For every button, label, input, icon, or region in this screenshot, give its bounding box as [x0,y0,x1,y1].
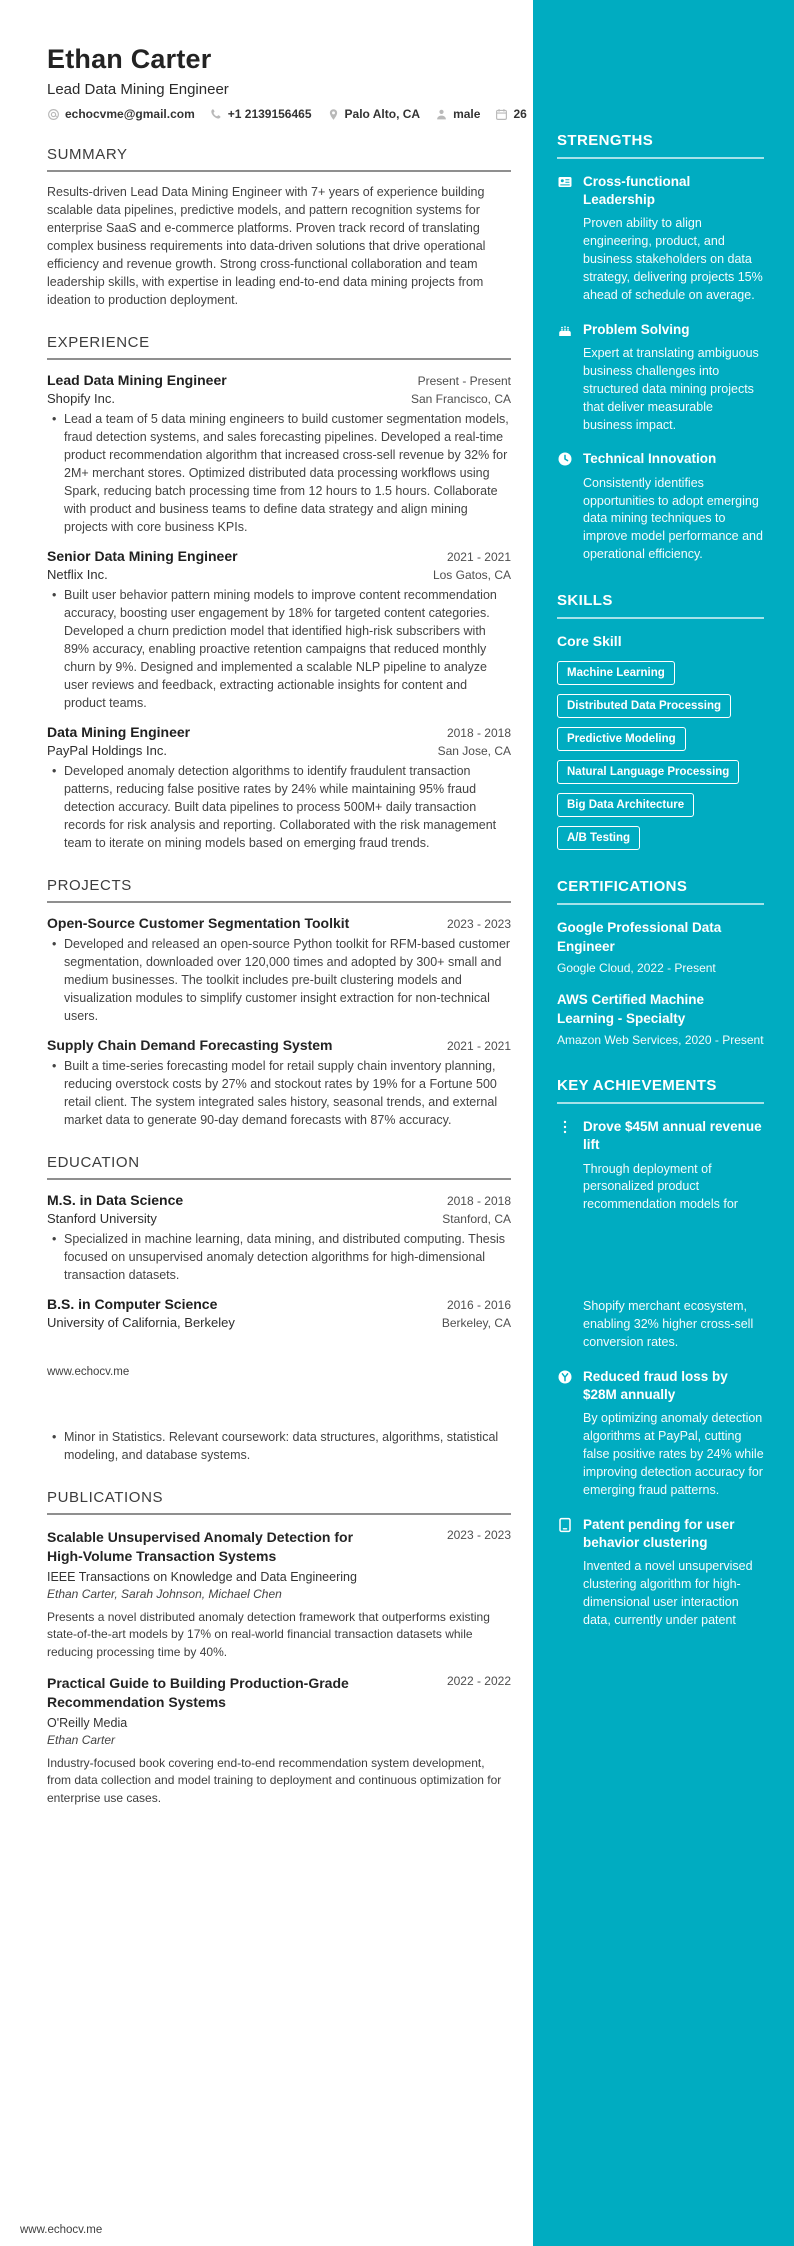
sidebar-section-skills [557,592,764,850]
education-entry [47,1296,511,1330]
achievement-desc: Invented a novel unsupervised clustering algorithm for high-dimensional user interaction data, currently under patent [583,1559,753,1627]
publication-authors: Ethan Carter, Sarah Johnson, Michael Chen [47,1586,282,1601]
job-dates: 2018 - 2018 [446,726,511,740]
publication-dates: 2022 - 2022 [446,1674,511,1689]
skill-chip: Distributed Data Processing [557,694,731,718]
project-bullet: • Built a time-series forecasting model for retail supply chain inventory planning, reducing overstock costs by 27% and stockout rates by 19% for a Fortune 500 retail client. The system integrated sales history, seasonal trends, and external market data to generate 90-day demand forecasts with 87% accuracy. [47,1057,511,1129]
job-bullet: • Built user behavior pattern mining models to improve content recommendation accuracy, boosting user engagement by 18% for targeted content categories. Developed a churn prediction model that identified high-risk subscribers with 89% accuracy, enabling proactive retention campaigns that reduced monthly churn by 9%. Designed and implemented a scalable NLP pipeline to analyze user reviews and feedback, extracting actionable insights for content and product teams. [47,586,511,712]
contact-gender [435,107,480,121]
school-location: Stanford, CA [442,1212,511,1226]
certification-org: Google Cloud, 2022 - Present [557,961,716,976]
experience-entry [47,724,511,852]
publication-dates: 2023 - 2023 [446,1528,511,1542]
skill-chip: Big Data Architecture [557,793,694,817]
person-icon [435,108,448,121]
job-company: PayPal Holdings Inc. [47,743,167,758]
sidebar-section-certifications [557,878,764,1049]
degree: M.S. in Data Science [47,1192,184,1208]
at-icon [47,108,60,121]
school-name: University of California, Berkeley [47,1315,235,1330]
publication-description: Industry-focused book covering end-to-end recommendation system development, from data collection and model training to deployment and continuous optimization for enterprise use cases. [47,1755,502,1805]
certifications-heading: CERTIFICATIONS [557,878,764,905]
experience-entry [47,372,511,536]
publication-description: Presents a novel distributed anomaly detection framework that outperforms existing state-of-the-art models by 17% on real-world financial transaction datasets while reducing processing time by 40%. [47,1609,490,1659]
education-heading: EDUCATION [47,1154,511,1180]
strength-desc: Proven ability to align engineering, product, and business stakeholders on data strategy, delivering projects 15% ahead of schedule on average. [583,216,763,302]
medal-icon [557,1369,573,1385]
section-publications [47,1489,511,1807]
calendar-icon [495,108,508,121]
achievement-item [557,1516,764,1630]
job-location: Los Gatos, CA [432,568,511,582]
project-title: Supply Chain Demand Forecasting System [47,1037,333,1053]
strengths-heading: STRENGTHS [557,132,764,159]
achievement-title: Drove $45M annual revenue lift [583,1119,762,1153]
book-icon [557,1517,573,1533]
school-location: Berkeley, CA [441,1316,511,1330]
skill-chip: A/B Testing [557,826,640,850]
summary-text: Results-driven Lead Data Mining Engineer with 7+ years of experience building scalable data pipelines, predictive models, and pattern recognition systems for enterprise SaaS and e-commerce platforms. Proven track record of translating complex business requirements into data-driven solutions that drive operational efficiency and revenue growth. Strong cross-functional collaboration and team leadership skills, with expertise in leading end-to-end data mining projects from ideation to production deployment. [47,185,486,307]
certification-name: Google Professional Data Engineer [557,920,722,954]
location-pin-icon [327,108,340,121]
skill-chip: Predictive Modeling [557,727,686,751]
achievement-desc: By optimizing anomaly detection algorithms at PayPal, cutting false positive rates by 24% while improving detection accuracy for emerging fraud patterns. [583,1411,764,1497]
education-dates: 2016 - 2016 [446,1298,511,1312]
publication-title: Scalable Unsupervised Anomaly Detection for High-Volume Transaction Systems [47,1529,354,1565]
page1-footer-url[interactable]: www.echocv.me [47,1366,130,1378]
skill-chip: Machine Learning [557,661,675,685]
achievements-heading: KEY ACHIEVEMENTS [557,1077,764,1104]
projects-heading: PROJECTS [47,877,511,903]
section-summary [47,146,511,309]
section-education [47,1154,511,1330]
strength-title: Cross-functional Leadership [583,174,691,208]
publication-title: Practical Guide to Building Production-Grade Recommendation Systems [47,1675,349,1711]
project-dates: 2023 - 2023 [446,917,511,931]
achievement-desc: Through deployment of personalized product recommendation models for [583,1161,738,1212]
project-entry [47,1037,511,1129]
resume-header [47,44,527,121]
job-bullet: • Lead a team of 5 data mining engineers to build customer segmentation models, fraud detection systems, and sales forecasting pipelines. Developed a real-time product recommendation algorithm that increased cross-sell revenue by 32% for 2M+ merchant stores. Optimized distributed data processing workflows using Spark, reducing batch processing time from 12 hours to 1.5 hours. Collaborate with product and business teams to define data strategy and align mining projects with core business KPIs. [47,410,511,536]
school-name: Stanford University [47,1211,157,1226]
candidate-title: Lead Data Mining Engineer [47,81,229,98]
page-break-spacer [583,1214,764,1292]
strength-item [557,173,764,305]
job-company: Shopify Inc. [47,391,115,406]
publication-entry [47,1674,511,1807]
candidate-name: Ethan Carter [47,44,212,74]
contact-phone[interactable] [210,107,312,121]
page-break-spacer [47,1378,511,1424]
section-experience [47,334,511,852]
skill-chip: Natural Language Processing [557,760,739,784]
dots-icon [557,1119,573,1135]
education-bullet: • Specialized in machine learning, data mining, and distributed computing. Thesis focused on unsupervised anomaly detection algorithms for high-dimensional transaction datasets. [47,1230,511,1284]
experience-heading: EXPERIENCE [47,334,511,360]
job-title: Senior Data Mining Engineer [47,548,238,564]
contact-age-text: 26 [513,107,527,121]
contact-email[interactable] [47,107,195,121]
certification-name: AWS Certified Machine Learning - Specialty [557,992,705,1026]
contact-age [495,107,526,121]
sidebar-section-achievements [557,1077,764,1629]
strength-desc: Expert at translating ambiguous business challenges into structured data mining projects that deliver measurable business impact. [583,346,759,432]
project-entry [47,915,511,1025]
contact-location-text: Palo Alto, CA [344,107,421,121]
project-bullet: • Developed and released an open-source Python toolkit for RFM-based customer segmentation, downloaded over 120,000 times and adopted by 300+ small and medium businesses. The toolkit includes pre-built clustering models and visualization modules to simplify customer insight extraction for non-technical users. [47,935,511,1025]
achievement-item [557,1368,764,1500]
job-title: Lead Data Mining Engineer [47,372,227,388]
strength-item [557,450,764,564]
job-company: Netflix Inc. [47,567,108,582]
strength-title: Problem Solving [583,321,690,337]
sidebar-section-strengths [557,132,764,564]
job-location: San Francisco, CA [410,392,511,406]
contact-email-text: echocvme@gmail.com [65,107,195,121]
section-projects [47,877,511,1129]
degree: B.S. in Computer Science [47,1296,218,1312]
job-location: San Jose, CA [437,744,511,758]
contact-location [327,107,421,121]
achievement-title: Reduced fraud loss by $28M annually [583,1368,728,1402]
summary-heading: SUMMARY [47,146,511,172]
strength-title: Technical Innovation [583,451,717,467]
achievement-item [557,1118,764,1352]
experience-entry [47,548,511,712]
phone-icon [210,108,223,121]
publications-heading: PUBLICATIONS [47,1489,511,1515]
leadership-card-icon [557,174,573,190]
page2-footer-url[interactable]: www.echocv.me [20,2224,103,2236]
education-entry [47,1192,511,1284]
job-bullet: • Developed anomaly detection algorithms to identify fraudulent transaction patterns, reducing false positive rates by 24% while maintaining 95% fraud detection accuracy. Built data pipelines to process 500M+ daily transaction records for risk analysis and reporting. Collaborated with the risk management team to iterate on mining models based on emerging fraud trends. [47,762,511,852]
education-bullet: • Minor in Statistics. Relevant coursework: data structures, algorithms, statistical modeling, and database systems. [47,1428,511,1464]
skills-group-label: Core Skill [557,633,622,649]
problem-solving-icon [557,322,573,338]
education-dates: 2018 - 2018 [446,1194,511,1208]
certification-org: Amazon Web Services, 2020 - Present [557,1033,764,1048]
clock-icon [557,451,573,467]
education-continuation [47,1428,511,1464]
project-dates: 2021 - 2021 [446,1039,511,1053]
strength-item [557,321,764,435]
contact-row [47,107,527,121]
certification-item [557,919,764,977]
contact-phone-text: +1 2139156465 [227,107,312,121]
project-title: Open-Source Customer Segmentation Toolkit [47,915,350,931]
strength-desc: Consistently identifies opportunities to adopt emerging data mining techniques to improve model performance and operational efficiency. [583,475,763,562]
skills-heading: SKILLS [557,592,764,619]
publication-publisher: O'Reilly Media [47,1715,128,1730]
job-dates: Present - Present [417,374,511,388]
publication-entry [47,1528,511,1661]
achievement-title: Patent pending for user behavior clustering [583,1516,735,1550]
sidebar [533,0,794,2246]
job-title: Data Mining Engineer [47,724,191,740]
achievement-desc-continued: Shopify merchant ecosystem, enabling 32% higher cross-sell conversion rates. [583,1299,754,1349]
job-dates: 2021 - 2021 [446,550,511,564]
publication-authors: Ethan Carter [47,1732,116,1747]
certification-item [557,991,764,1049]
publication-publisher: IEEE Transactions on Knowledge and Data Engineering [47,1569,357,1584]
contact-gender-text: male [453,107,481,121]
